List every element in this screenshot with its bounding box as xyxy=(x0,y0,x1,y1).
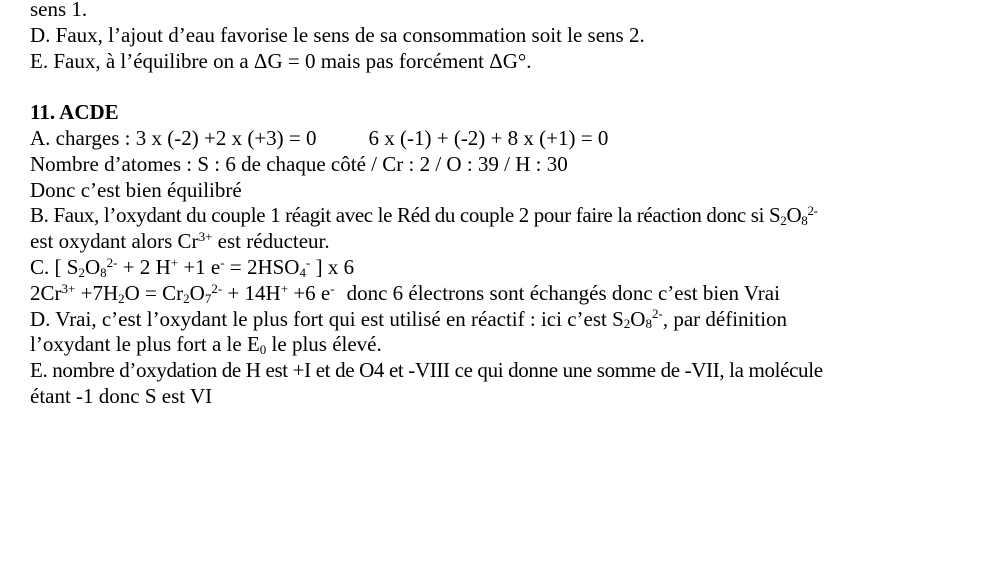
item-d-text: le plus élevé. xyxy=(266,332,382,357)
element-symbol: O xyxy=(630,306,646,331)
charge-superscript: 3+ xyxy=(198,229,213,245)
previous-item-d: D. Faux, l’ajout d’eau favorise le sens de sa consommation soit le sens 2. xyxy=(30,22,645,47)
equation-text: +6 e xyxy=(288,280,331,305)
item-a-first-equation: A. charges : 3 x (-2) +2 x (+3) = 0 xyxy=(30,125,317,150)
item-a-atoms: Nombre d’atomes : S : 6 de chaque côté / Cr : 2 / O : 39 / H : 30 xyxy=(30,151,568,176)
charge-superscript: - xyxy=(220,254,225,270)
charge-superscript: 3+ xyxy=(61,280,76,296)
document-page xyxy=(30,0,990,410)
item-d-text: D. Vrai, c’est l’oxydant le plus fort qui est utilisé en réactif : ici c’est S xyxy=(30,306,624,331)
blank-line xyxy=(30,74,990,100)
element-symbol: O xyxy=(786,203,802,228)
subscript: 2 xyxy=(623,316,631,332)
item-a-second-equation: 6 x (-1) + (-2) + 8 x (+1) = 0 xyxy=(368,125,609,150)
item-e-line-2: étant -1 donc S est VI xyxy=(30,383,213,408)
charge-superscript: - xyxy=(305,254,311,270)
subscript: 7 xyxy=(204,290,212,306)
subscript: 0 xyxy=(259,342,267,358)
previous-continuation: sens 1. xyxy=(30,0,88,21)
subscript: 2 xyxy=(780,213,787,229)
item-d-text: l’oxydant le plus fort a le E xyxy=(30,332,260,357)
item-d-line-2 xyxy=(30,332,990,358)
charge-superscript: 2- xyxy=(807,203,818,219)
subscript: 8 xyxy=(100,264,107,280)
equation-text: ] x 6 xyxy=(310,254,355,279)
element-symbol: O xyxy=(84,254,101,279)
equation-text: = 2HSO xyxy=(224,254,300,279)
item-a-conclusion: Donc c’est bien équilibré xyxy=(30,177,242,202)
subscript: 8 xyxy=(645,316,652,332)
equation-text: 2Cr xyxy=(30,280,62,305)
subscript: 2 xyxy=(183,290,190,306)
equation-text: +7H xyxy=(75,280,119,305)
item-b-line-1 xyxy=(30,203,990,229)
item-b-text: est réducteur. xyxy=(212,229,330,254)
item-a-charges xyxy=(30,126,990,152)
item-c-prefix: C. [ xyxy=(30,254,67,279)
subscript: 2 xyxy=(78,264,85,280)
charge-superscript: + xyxy=(170,254,179,270)
previous-item-e: E. Faux, à l’équilibre on a ΔG = 0 mais pas forcément ΔG°. xyxy=(30,48,532,73)
item-b-text: est oxydant alors Cr xyxy=(30,229,199,254)
equation-text: +1 e xyxy=(178,254,221,279)
element-symbol: S xyxy=(66,254,79,279)
element-symbol: O xyxy=(189,280,205,305)
item-b-text: B. Faux, l’oxydant du couple 1 réagit avec le Réd du couple 2 pour faire la réaction donc si S xyxy=(30,203,781,228)
equation-text: + 2 H xyxy=(117,254,171,279)
item-c-half-reaction-1 xyxy=(30,255,990,281)
question-11-heading: 11. ACDE xyxy=(30,100,119,125)
item-d-line-1 xyxy=(30,307,990,333)
item-d-text: , par définition xyxy=(662,306,788,331)
charge-superscript: - xyxy=(330,280,335,296)
charge-superscript: + xyxy=(280,280,289,296)
equation-text: + 14H xyxy=(222,280,281,305)
equation-text: O = Cr xyxy=(124,280,184,305)
item-b-line-2 xyxy=(30,229,990,255)
item-e-line-1: E. nombre d’oxydation de H est +I et de O4 et -VIII ce qui donne une somme de -VII, la molécule xyxy=(30,358,823,383)
charge-superscript: 2- xyxy=(651,306,663,322)
subscript: 8 xyxy=(801,213,808,229)
charge-superscript: 2- xyxy=(106,254,118,270)
charge-superscript: 2- xyxy=(211,280,223,296)
subscript: 2 xyxy=(118,290,125,306)
subscript: 4 xyxy=(299,264,306,280)
item-c-half-reaction-2 xyxy=(30,281,990,307)
item-c-conclusion: donc 6 électrons sont échangés donc c’est bien Vrai xyxy=(346,280,780,305)
